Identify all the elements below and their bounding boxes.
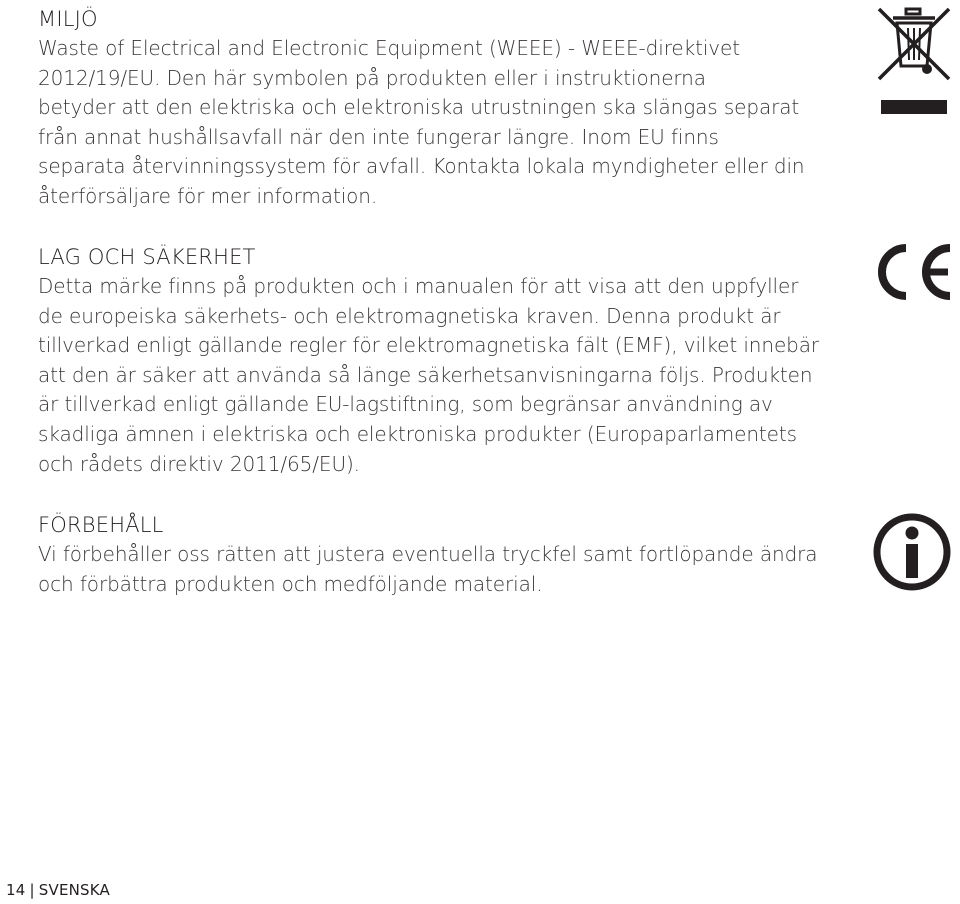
text-line: Detta märke finns på produkten och i manualen för att visa att den uppfyller	[38, 274, 799, 298]
footer-language: SVENSKA	[38, 881, 111, 899]
text-line: de europeiska säkerhets- och elektromagnetiska kraven. Denna produkt är	[38, 303, 781, 328]
ce-mark-icon	[872, 242, 954, 302]
section-body-law-and-safety	[38, 272, 838, 479]
section-heading-disclaimer: FÖRBEHÅLL	[38, 513, 164, 537]
text-line: separata återvinningssystem för avfall. Kontakta lokala myndigheter eller din	[38, 154, 805, 179]
section-heading-law-and-safety: LAG OCH SÄKERHET	[38, 245, 256, 269]
crossed-out-wheelie-bin-icon	[876, 6, 952, 118]
page-number: 14	[6, 881, 26, 899]
section-body-disclaimer	[38, 540, 838, 599]
text-line: Vi förbehåller oss rätten att justera eventuella tryckfel samt fortlöpande ändra	[38, 542, 818, 566]
text-line: betyder att den elektriska och elektroniska utrustningen ska slängas separat	[38, 95, 800, 120]
text-line: från annat hushållsavfall när den inte fungerar längre. Inom EU finns	[38, 124, 719, 149]
text-line: skadliga ämnen i elektriska och elektroniska produkter (Europaparlamentets	[38, 421, 797, 446]
section-law-and-safety	[38, 242, 838, 479]
section-heading-environment: MILJÖ	[38, 7, 98, 31]
text-line: återförsäljare för mer information.	[38, 183, 378, 208]
information-icon	[872, 512, 952, 592]
section-body-environment	[38, 34, 838, 212]
footer-separator: |	[29, 881, 35, 899]
text-line: tillverkad enligt gällande regler för elektromagnetiska fält (EMF), vilket innebär	[38, 333, 820, 358]
section-disclaimer	[38, 510, 838, 599]
text-line: 2012/19/EU. Den här symbolen på produkten eller i instruktionerna	[38, 65, 706, 90]
text-line: att den är säker att använda så länge säkerhetsanvisningarna följs. Produkten	[38, 362, 813, 387]
page-footer	[6, 880, 110, 900]
text-line: och rådets direktiv 2011/65/EU).	[38, 451, 360, 476]
text-line: är tillverkad enligt gällande EU-lagstiftning, som begränsar användning av	[38, 392, 773, 417]
section-environment	[38, 4, 838, 212]
text-line: och förbättra produkten och medföljande material.	[38, 571, 543, 596]
text-line: Waste of Electrical and Electronic Equipment (WEEE) - WEEE-direktivet	[38, 36, 740, 60]
